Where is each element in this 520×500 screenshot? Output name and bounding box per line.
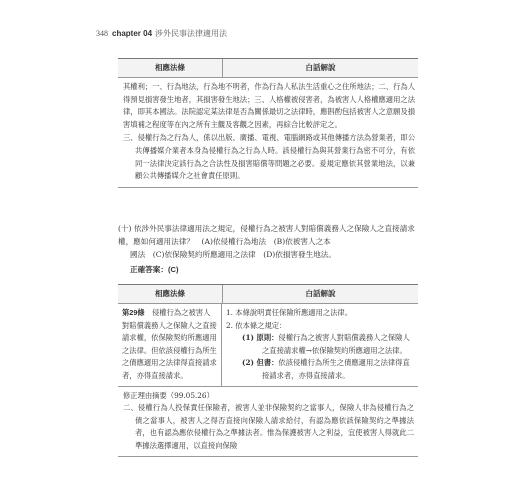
amendment-note-title: 修正理由摘要（99.05.26） [123,390,214,400]
article-row [118,304,418,387]
question-stem: (十) 依涉外民事法律適用法之規定，侵權行為之被害人對賠償義務人之保險人之直接請求權，應如何適用法律？ (A)依侵權行為地法 (B)依被害人之本 [118,224,415,246]
correct-answer: 正確答案：(C) [130,265,179,274]
explanation-point-2: 2. 依本條之規定： [226,320,287,330]
question-options-cont: 國法 (C)依保險契約所應適用之法律 (D)依損害發生地法。 [130,250,336,259]
running-header [96,28,227,39]
proviso-label: (2) 但書： [242,358,279,368]
col-header-article: 相應法條 [118,59,223,77]
explanation-point-2-2 [234,357,414,382]
col-header-explanation: 白話解說 [305,289,336,298]
table-1-body [118,78,418,187]
page-number: 348 [96,29,108,38]
explanation-point-2-1 [234,332,414,357]
col-header-explanation: 白話解說 [305,63,336,72]
explanation-paragraph: 其權利；一、行為地法，行為地不明者，作為行為人私法生活重心之住所地法；二、行為人得預見損害發生地者，其損害發生地法；三、人格權被侵害者，為被害人人格權應適用之法律，即其本國法。法院認定某法律是否為關係最切之法律時，應斟酌包括被害人之意願及損害填補之程度等在內之所有主觀及客觀之因素，再綜合比較評定之。 [123,82,415,129]
table-2 [118,284,418,457]
amendment-note-item-2: 二、侵權行為人投保責任保險者，被害人並非保險契約之當事人，保險人非為侵權行為之債之當事人，被害人之得否直接向保險人請求給付，有認為應依該保險契約之準據法者，也有認為應依侵權行為之準據法者。惟為保護被害人之利益，宜使被害人得就此二準據法選擇適用，以直接向保險 [123,403,414,450]
table-1 [118,58,418,188]
explanation-point-1: 1. 本條說明責任保險所應適用之法律。 [226,308,353,317]
explanation-item-3: 三、侵權行為之行為人，係以出版、廣播、電視、電腦網路或其他傳播方法為營業者，即公共傳播媒介業者本身為侵權行為之行為人時。該侵權行為與其營業行為密不可分，有依同一法律決定該行為之合法性及損害賠償等問題之必要。爰規定應依其營業地法，以兼顧公共傳播媒介之社會責任原則。 [123,133,415,181]
article-number: 第29條 [122,308,145,317]
proviso-text: 依該侵權行為所生之債應適用之法律得直接請求者，亦得直接請求。 [262,358,410,380]
table-2-header [118,285,418,304]
article-text: 侵權行為之被害人對賠償義務人之保險人之直接請求權，依保險契約所應適用之法律。但依該侵權行為所生之債應適用之法律得直接請求者，亦得直接請求。 [122,308,217,380]
question-10 [118,222,418,261]
principle-label: (1) 原則： [242,333,279,343]
principle-text: 侵權行為之被害人對賠償義務人之保險人之直接請求權→依保險契約所應適用之法律。 [262,333,410,355]
chapter-label: chapter 04 [112,29,153,38]
table-1-header [118,59,418,78]
article-cell [118,304,222,386]
explanation-cell [222,304,418,386]
col-header-article: 相應法條 [118,285,223,303]
amendment-note [118,387,418,456]
chapter-title: 涉外民事法律適用法 [155,29,228,38]
